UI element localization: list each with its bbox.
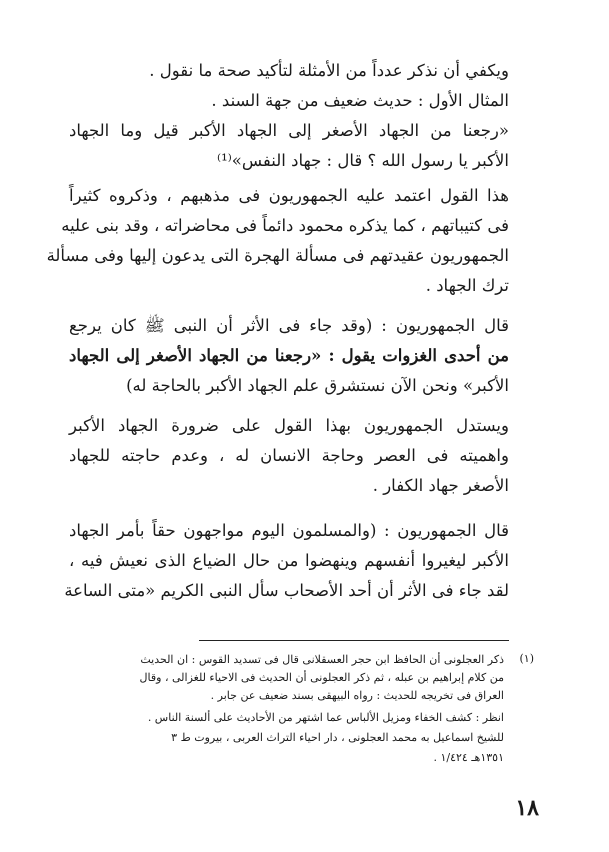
footnote-separator [199,640,509,641]
text-line: هذا القول اعتمد عليه الجمهوريون فى مذهبهم ، وذكروه كثيراً [69,186,509,205]
footnote-line: العراق فى تخريجه للحديث : رواه البيهقى بسند ضعيف عن جابر . [210,689,504,702]
text-line: قال الجمهوريون : (والمسلمون اليوم مواجهون حقاً بأمر الجهاد [69,521,509,540]
footnote-marker: (١) [519,652,534,665]
text-line: لقد جاء فى الأثر أن أحد الأصحاب سأل النبى الكريم «متى الساعة [64,581,509,600]
footnote-line: انظر : كشف الخفاء ومزيل الألباس عما اشتهر من الأحاديث على ألسنة الناس . [147,711,504,724]
text-line: الأكبر ليغيروا أنفسهم وينهضوا من حال الضياع الذى نعيش فيه ، [69,551,509,570]
page-number: ١٨ [515,795,539,821]
text-line: الجمهوريون عقيدتهم فى مسألة الهجرة التى يدعون إليها وفى مسألة [46,246,509,265]
text-line: واهميته فى العصر وحاجة الانسان له ، وعدم حاجته للجهاد [69,446,509,465]
footnote-line: من كلام إبراهيم بن عبله ، ثم ذكر العجلونى أن الحديث فى الاحياء للغزالى ، وقال [139,671,504,684]
footnote-line: للشيخ اسماعيل به محمد العجلونى ، دار احياء التراث العربى ، بيروت ط ٣ [171,731,504,744]
text-line: فى كتيباتهم ، كما يذكره محمود دائماً فى محاضراته ، وقد بنى عليه [61,216,509,235]
text-line: الأصغر جهاد الكفار . [372,476,509,495]
text-line: الأكبر» ونحن الآن نستشرق علم الجهاد الأكبر بالحاجة له) [126,376,509,395]
text-line: المثال الأول : حديث ضعيف من جهة السند . [211,91,509,110]
footnote-line: ذكر العجلونى أن الحافظ ابن حجر العسقلانى قال فى تسديد القوس : ان الحديث [140,653,504,666]
text-line: الأكبر يا رسول الله ؟ قال : جهاد النفس»⁽¹⁾ [217,151,509,170]
text-line: قال الجمهوريون : (وقد جاء فى الأثر أن النبى ﷺ كان يرجع [69,316,509,335]
text-line: «رجعنا من الجهاد الأصغر إلى الجهاد الأكبر قيل وما الجهاد [69,121,509,140]
text-line: ويكفي أن نذكر عدداً من الأمثلة لتأكيد صحة ما نقول . [149,61,509,80]
footnote-line: ١٣٥١هـ ١/٤٢٤ . [433,751,504,764]
text-line: ويستدل الجمهوريون بهذا القول على ضرورة الجهاد الأكبر [69,416,509,435]
text-line: من أحدى الغزوات يقول : «رجعنا من الجهاد الأصغر إلى الجهاد [69,346,509,365]
text-line: ترك الجهاد . [425,276,509,295]
